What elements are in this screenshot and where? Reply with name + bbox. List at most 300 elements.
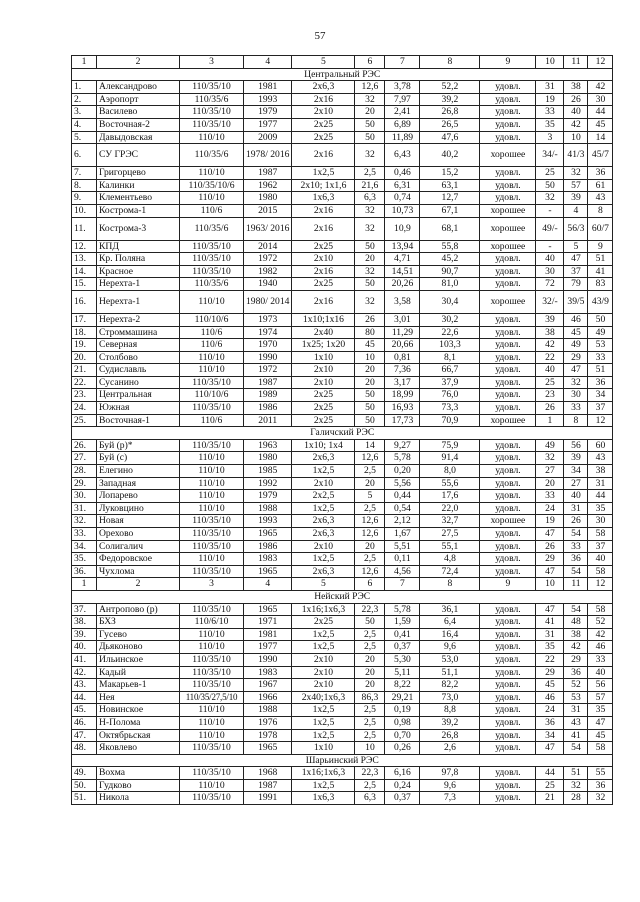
table-cell: 32. bbox=[72, 515, 97, 528]
table-cell: удовл. bbox=[480, 528, 536, 541]
table-cell: 1965 bbox=[244, 528, 292, 541]
table-cell: 110/35/10 bbox=[180, 376, 244, 389]
table-cell: 86,3 bbox=[355, 691, 385, 704]
table-cell: 24 bbox=[536, 502, 564, 515]
table-cell: 4,8 bbox=[420, 553, 480, 566]
table-cell: 1x2,5 bbox=[292, 641, 355, 654]
table-cell: 14,51 bbox=[385, 265, 420, 278]
table-cell: 110/6 bbox=[180, 339, 244, 352]
table-cell: 1965 bbox=[244, 603, 292, 616]
table-cell: удовл. bbox=[480, 364, 536, 377]
table-cell: 42 bbox=[564, 641, 588, 654]
table-cell: Ильинское bbox=[97, 653, 180, 666]
table-cell: Аэропорт bbox=[97, 93, 180, 106]
table-cell: 33 bbox=[536, 490, 564, 503]
table-cell: 38 bbox=[536, 326, 564, 339]
table-cell: 47 bbox=[588, 716, 613, 729]
table-cell: 66,7 bbox=[420, 364, 480, 377]
table-cell: 22,0 bbox=[420, 502, 480, 515]
table-cell: 24. bbox=[72, 402, 97, 415]
table-cell: Григорцево bbox=[97, 167, 180, 180]
table-cell: 37 bbox=[564, 265, 588, 278]
table-cell: 97,8 bbox=[420, 767, 480, 780]
table-cell: удовл. bbox=[480, 540, 536, 553]
table-cell: 76,0 bbox=[420, 389, 480, 402]
table-cell: 4 bbox=[564, 204, 588, 217]
table-cell: 19 bbox=[536, 515, 564, 528]
table-cell: 34/- bbox=[536, 144, 564, 167]
table-cell: 20 bbox=[355, 666, 385, 679]
table-cell: 36 bbox=[564, 553, 588, 566]
table-cell: 1 bbox=[536, 414, 564, 427]
table-cell: 2x25 bbox=[292, 389, 355, 402]
table-cell: 70,9 bbox=[420, 414, 480, 427]
column-number-cell: 2 bbox=[97, 56, 180, 69]
table-cell: удовл. bbox=[480, 106, 536, 119]
table-cell: 1986 bbox=[244, 402, 292, 415]
table-cell: 4. bbox=[72, 118, 97, 131]
table-cell: 25 bbox=[536, 167, 564, 180]
table-cell: 56/3 bbox=[564, 217, 588, 240]
table-cell: 36 bbox=[588, 376, 613, 389]
table-cell: 0,37 bbox=[385, 641, 420, 654]
table-cell: 33 bbox=[588, 351, 613, 364]
table-cell: 2x10 bbox=[292, 653, 355, 666]
table-cell: 45,2 bbox=[420, 253, 480, 266]
table-cell: 2,5 bbox=[355, 465, 385, 478]
table-cell: 28. bbox=[72, 465, 97, 478]
table-cell: 11. bbox=[72, 217, 97, 240]
table-cell: удовл. bbox=[480, 265, 536, 278]
table-cell: 2015 bbox=[244, 204, 292, 217]
table-cell: 30 bbox=[588, 93, 613, 106]
table-cell: 24 bbox=[536, 704, 564, 717]
table-cell: 30,4 bbox=[420, 290, 480, 313]
table-cell: 45/7 bbox=[588, 144, 613, 167]
table-cell: 45 bbox=[355, 339, 385, 352]
table-cell: 81,0 bbox=[420, 278, 480, 291]
table-cell: 47 bbox=[536, 565, 564, 578]
table-cell: 35 bbox=[536, 641, 564, 654]
table-cell: 2x25 bbox=[292, 402, 355, 415]
table-cell: 43/9 bbox=[588, 290, 613, 313]
table-row bbox=[72, 351, 613, 364]
table-cell: 110/35/10 bbox=[180, 240, 244, 253]
table-cell: 110/35/10 bbox=[180, 253, 244, 266]
table-row bbox=[72, 716, 613, 729]
table-row bbox=[72, 465, 613, 478]
table-cell: 14 bbox=[355, 439, 385, 452]
table-cell: 2,5 bbox=[355, 704, 385, 717]
table-cell: 37 bbox=[588, 540, 613, 553]
table-cell: 46 bbox=[536, 691, 564, 704]
table-cell: 6,43 bbox=[385, 144, 420, 167]
table-cell: 0,46 bbox=[385, 167, 420, 180]
column-number-cell: 11 bbox=[564, 56, 588, 69]
table-cell: 1940 bbox=[244, 278, 292, 291]
table-cell: 110/35/10/6 bbox=[180, 179, 244, 192]
table-cell: 2x6,3 bbox=[292, 452, 355, 465]
table-cell: 46 bbox=[564, 313, 588, 326]
table-cell: 45 bbox=[564, 326, 588, 339]
table-cell: 0,74 bbox=[385, 192, 420, 205]
table-cell: Елегино bbox=[97, 465, 180, 478]
table-cell: 1x2,5 bbox=[292, 716, 355, 729]
table-cell: 8,1 bbox=[420, 351, 480, 364]
table-cell: 2x10 bbox=[292, 540, 355, 553]
table-cell: Кострома-3 bbox=[97, 217, 180, 240]
table-cell: Макарьев-1 bbox=[97, 679, 180, 692]
table-cell: удовл. bbox=[480, 742, 536, 755]
table-cell: удовл. bbox=[480, 118, 536, 131]
table-row bbox=[72, 192, 613, 205]
table-cell: 52,2 bbox=[420, 81, 480, 94]
table-cell: 0,20 bbox=[385, 465, 420, 478]
table-cell: Антропово (р) bbox=[97, 603, 180, 616]
table-cell: 79 bbox=[564, 278, 588, 291]
table-cell: 8,8 bbox=[420, 704, 480, 717]
table-cell: 1x2,5 bbox=[292, 167, 355, 180]
table-cell: 57 bbox=[588, 691, 613, 704]
table-row bbox=[72, 540, 613, 553]
table-cell: 31 bbox=[588, 477, 613, 490]
table-cell: 46. bbox=[72, 716, 97, 729]
column-number-cell: 9 bbox=[480, 578, 536, 591]
table-cell: 16. bbox=[72, 290, 97, 313]
table-cell: 26 bbox=[536, 540, 564, 553]
table-cell: хорошее bbox=[480, 414, 536, 427]
table-cell: 1990 bbox=[244, 351, 292, 364]
table-cell: 2x25 bbox=[292, 616, 355, 629]
table-row bbox=[72, 167, 613, 180]
table-cell: удовл. bbox=[480, 179, 536, 192]
table-row bbox=[72, 414, 613, 427]
column-number-cell: 5 bbox=[292, 578, 355, 591]
table-cell: 29 bbox=[536, 553, 564, 566]
table-cell: 56 bbox=[564, 439, 588, 452]
table-cell: 12 bbox=[588, 414, 613, 427]
table-cell: 5 bbox=[355, 490, 385, 503]
table-cell: 1991 bbox=[244, 792, 292, 805]
section-title: Нейский РЭС bbox=[72, 590, 613, 603]
table-cell: 7,3 bbox=[420, 792, 480, 805]
table-cell: 20 bbox=[355, 477, 385, 490]
table-cell: 32 bbox=[588, 792, 613, 805]
table-cell: 2x25 bbox=[292, 118, 355, 131]
table-cell: 13. bbox=[72, 253, 97, 266]
table-cell: 58 bbox=[588, 603, 613, 616]
table-cell: 2x16 bbox=[292, 93, 355, 106]
table-cell: Луковцино bbox=[97, 502, 180, 515]
table-cell: удовл. bbox=[480, 666, 536, 679]
table-cell: 50 bbox=[588, 313, 613, 326]
table-cell: 110/35/10 bbox=[180, 603, 244, 616]
table-cell: 1x10 bbox=[292, 742, 355, 755]
table-cell: 20,66 bbox=[385, 339, 420, 352]
table-row bbox=[72, 704, 613, 717]
table-cell: 40 bbox=[588, 666, 613, 679]
table-cell: 110/10 bbox=[180, 641, 244, 654]
table-cell: 33 bbox=[588, 653, 613, 666]
table-cell: хорошее bbox=[480, 217, 536, 240]
table-cell: 23. bbox=[72, 389, 97, 402]
table-row bbox=[72, 490, 613, 503]
table-cell: 1x2,5 bbox=[292, 502, 355, 515]
table-cell: 2x6,3 bbox=[292, 528, 355, 541]
table-cell: 18,99 bbox=[385, 389, 420, 402]
table-cell: 6. bbox=[72, 144, 97, 167]
table-cell: 29 bbox=[564, 653, 588, 666]
table-cell: 39,2 bbox=[420, 716, 480, 729]
table-cell: 12,6 bbox=[355, 452, 385, 465]
table-cell: 6,3 bbox=[355, 192, 385, 205]
table-cell: 40 bbox=[536, 364, 564, 377]
table-cell: 1962 bbox=[244, 179, 292, 192]
table-cell: 72,4 bbox=[420, 565, 480, 578]
table-cell: 20 bbox=[355, 376, 385, 389]
column-number-cell: 12 bbox=[588, 578, 613, 591]
table-cell: 3,17 bbox=[385, 376, 420, 389]
table-cell: 51 bbox=[564, 767, 588, 780]
table-cell: 110/6/10 bbox=[180, 616, 244, 629]
table-cell: 110/6 bbox=[180, 204, 244, 217]
table-cell: 110/10 bbox=[180, 290, 244, 313]
table-cell: удовл. bbox=[480, 490, 536, 503]
column-number-row bbox=[72, 578, 613, 591]
table-row bbox=[72, 679, 613, 692]
section-title: Шарьинский РЭС bbox=[72, 754, 613, 767]
table-cell: 19 bbox=[536, 93, 564, 106]
table-cell: 2,12 bbox=[385, 515, 420, 528]
table-cell: хорошее bbox=[480, 240, 536, 253]
table-cell: 2x40;1x6,3 bbox=[292, 691, 355, 704]
table-cell: 34 bbox=[536, 729, 564, 742]
table-row bbox=[72, 616, 613, 629]
table-row bbox=[72, 452, 613, 465]
table-cell: 17,6 bbox=[420, 490, 480, 503]
table-cell: 1965 bbox=[244, 565, 292, 578]
table-row bbox=[72, 502, 613, 515]
table-row bbox=[72, 653, 613, 666]
table-cell: 2009 bbox=[244, 131, 292, 144]
table-cell: 110/35/10 bbox=[180, 792, 244, 805]
table-cell: 1977 bbox=[244, 118, 292, 131]
table-cell: 9,6 bbox=[420, 779, 480, 792]
table-row bbox=[72, 553, 613, 566]
column-number-cell: 6 bbox=[355, 578, 385, 591]
table-cell: 49 bbox=[564, 339, 588, 352]
table-row bbox=[72, 290, 613, 313]
section-title-row bbox=[72, 754, 613, 767]
table-cell: 5,78 bbox=[385, 603, 420, 616]
table-cell: СУ ГРЭС bbox=[97, 144, 180, 167]
table-cell: 0,98 bbox=[385, 716, 420, 729]
table-cell: Центральная bbox=[97, 389, 180, 402]
table-cell: Новинское bbox=[97, 704, 180, 717]
table-cell: Западная bbox=[97, 477, 180, 490]
table-cell: 1x2,5 bbox=[292, 704, 355, 717]
table-cell: 38 bbox=[564, 81, 588, 94]
table-cell: 36 bbox=[564, 666, 588, 679]
table-row bbox=[72, 106, 613, 119]
table-cell: 110/10 bbox=[180, 716, 244, 729]
table-cell: 4,71 bbox=[385, 253, 420, 266]
table-cell: удовл. bbox=[480, 131, 536, 144]
table-cell: 57 bbox=[564, 179, 588, 192]
table-cell: 32 bbox=[564, 779, 588, 792]
table-cell: 53 bbox=[564, 691, 588, 704]
table-cell: 35 bbox=[588, 502, 613, 515]
table-cell: 110/10 bbox=[180, 553, 244, 566]
table-cell: 1989 bbox=[244, 389, 292, 402]
table-cell: 2x40 bbox=[292, 326, 355, 339]
table-row bbox=[72, 131, 613, 144]
table-cell: БХЗ bbox=[97, 616, 180, 629]
table-cell: 63,1 bbox=[420, 179, 480, 192]
table-cell: 2x6,3 bbox=[292, 565, 355, 578]
table-cell: Федоровское bbox=[97, 553, 180, 566]
table-cell: 2x10 bbox=[292, 679, 355, 692]
table-cell: 110/35/10 bbox=[180, 515, 244, 528]
table-row bbox=[72, 565, 613, 578]
table-cell: 37. bbox=[72, 603, 97, 616]
table-cell: 32 bbox=[536, 452, 564, 465]
table-cell: 1992 bbox=[244, 477, 292, 490]
table-cell: Кадый bbox=[97, 666, 180, 679]
table-cell: 34. bbox=[72, 540, 97, 553]
table-cell: 110/35/10 bbox=[180, 81, 244, 94]
table-cell: 1981 bbox=[244, 81, 292, 94]
table-cell: 40 bbox=[536, 253, 564, 266]
table-cell: 26,8 bbox=[420, 729, 480, 742]
table-cell: 1983 bbox=[244, 553, 292, 566]
table-row bbox=[72, 217, 613, 240]
table-cell: 30,2 bbox=[420, 313, 480, 326]
column-number-cell: 9 bbox=[480, 56, 536, 69]
table-cell: 40 bbox=[588, 553, 613, 566]
table-cell: КПД bbox=[97, 240, 180, 253]
column-number-cell: 1 bbox=[72, 56, 97, 69]
table-cell: 0,54 bbox=[385, 502, 420, 515]
table-cell: 67,1 bbox=[420, 204, 480, 217]
table-cell: 3. bbox=[72, 106, 97, 119]
table-cell: 22 bbox=[536, 351, 564, 364]
table-cell: 55,6 bbox=[420, 477, 480, 490]
table-cell: Нея bbox=[97, 691, 180, 704]
table-cell: удовл. bbox=[480, 616, 536, 629]
table-cell: хорошее bbox=[480, 515, 536, 528]
table-cell: 32 bbox=[564, 376, 588, 389]
table-cell: 11,29 bbox=[385, 326, 420, 339]
table-cell: 110/10 bbox=[180, 490, 244, 503]
table-row bbox=[72, 603, 613, 616]
table-cell: удовл. bbox=[480, 452, 536, 465]
table-cell: 1,67 bbox=[385, 528, 420, 541]
table-cell: 40 bbox=[564, 490, 588, 503]
table-cell: 50 bbox=[536, 179, 564, 192]
table-cell: 6,31 bbox=[385, 179, 420, 192]
table-cell: Чухлома bbox=[97, 565, 180, 578]
table-cell: 2x16 bbox=[292, 265, 355, 278]
table-cell: 110/35/6 bbox=[180, 217, 244, 240]
table-row bbox=[72, 641, 613, 654]
table-cell: 0,19 bbox=[385, 704, 420, 717]
table-cell: 110/35/27,5/10 bbox=[180, 691, 244, 704]
table-cell: 27,5 bbox=[420, 528, 480, 541]
table-cell: 1966 bbox=[244, 691, 292, 704]
table-cell: 0,41 bbox=[385, 628, 420, 641]
table-cell: 2x16 bbox=[292, 217, 355, 240]
table-cell: 43 bbox=[588, 192, 613, 205]
table-cell: 47. bbox=[72, 729, 97, 742]
table-row bbox=[72, 326, 613, 339]
table-cell: 1x2,5 bbox=[292, 779, 355, 792]
table-cell: 40. bbox=[72, 641, 97, 654]
table-cell: удовл. bbox=[480, 729, 536, 742]
table-row bbox=[72, 339, 613, 352]
table-row bbox=[72, 240, 613, 253]
table-cell: 18. bbox=[72, 326, 97, 339]
table-cell: 21,6 bbox=[355, 179, 385, 192]
table-row bbox=[72, 477, 613, 490]
table-cell: 110/35/10 bbox=[180, 653, 244, 666]
table-cell: Орехово bbox=[97, 528, 180, 541]
table-cell: удовл. bbox=[480, 779, 536, 792]
table-cell: 26 bbox=[564, 515, 588, 528]
table-cell: 1x2,5 bbox=[292, 729, 355, 742]
table-cell: 2x2,5 bbox=[292, 490, 355, 503]
table-cell: 21 bbox=[536, 792, 564, 805]
table-cell: Восточная-2 bbox=[97, 118, 180, 131]
table-cell: 10,9 bbox=[385, 217, 420, 240]
table-row bbox=[72, 779, 613, 792]
table-cell: 20 bbox=[536, 477, 564, 490]
table-row bbox=[72, 313, 613, 326]
table-cell: 1. bbox=[72, 81, 97, 94]
table-cell: удовл. bbox=[480, 691, 536, 704]
table-cell: Нерехта-1 bbox=[97, 278, 180, 291]
table-cell: 1972 bbox=[244, 253, 292, 266]
column-number-cell: 8 bbox=[420, 578, 480, 591]
table-cell: 42. bbox=[72, 666, 97, 679]
table-cell: Дьяконово bbox=[97, 641, 180, 654]
table-cell: - bbox=[536, 204, 564, 217]
table-cell: 32 bbox=[355, 144, 385, 167]
table-cell: 10 bbox=[564, 131, 588, 144]
column-number-cell: 4 bbox=[244, 578, 292, 591]
table-cell: Сусанино bbox=[97, 376, 180, 389]
table-cell: 29,21 bbox=[385, 691, 420, 704]
table-cell: 56 bbox=[588, 679, 613, 692]
section-title: Галичский РЭС bbox=[72, 427, 613, 440]
table-cell: 1965 bbox=[244, 742, 292, 755]
table-cell: 1987 bbox=[244, 779, 292, 792]
table-cell: Вохма bbox=[97, 767, 180, 780]
table-cell: 1976 bbox=[244, 716, 292, 729]
column-number-cell: 8 bbox=[420, 56, 480, 69]
table-cell: 110/6 bbox=[180, 326, 244, 339]
table-cell: 31 bbox=[564, 704, 588, 717]
table-cell: 75,9 bbox=[420, 439, 480, 452]
table-cell: Буй (р)* bbox=[97, 439, 180, 452]
table-cell: 19. bbox=[72, 339, 97, 352]
table-cell: 47 bbox=[536, 603, 564, 616]
table-cell: 8,0 bbox=[420, 465, 480, 478]
table-cell: 2x25 bbox=[292, 278, 355, 291]
table-cell: 7,97 bbox=[385, 93, 420, 106]
table-cell: удовл. bbox=[480, 767, 536, 780]
table-cell: 15. bbox=[72, 278, 97, 291]
